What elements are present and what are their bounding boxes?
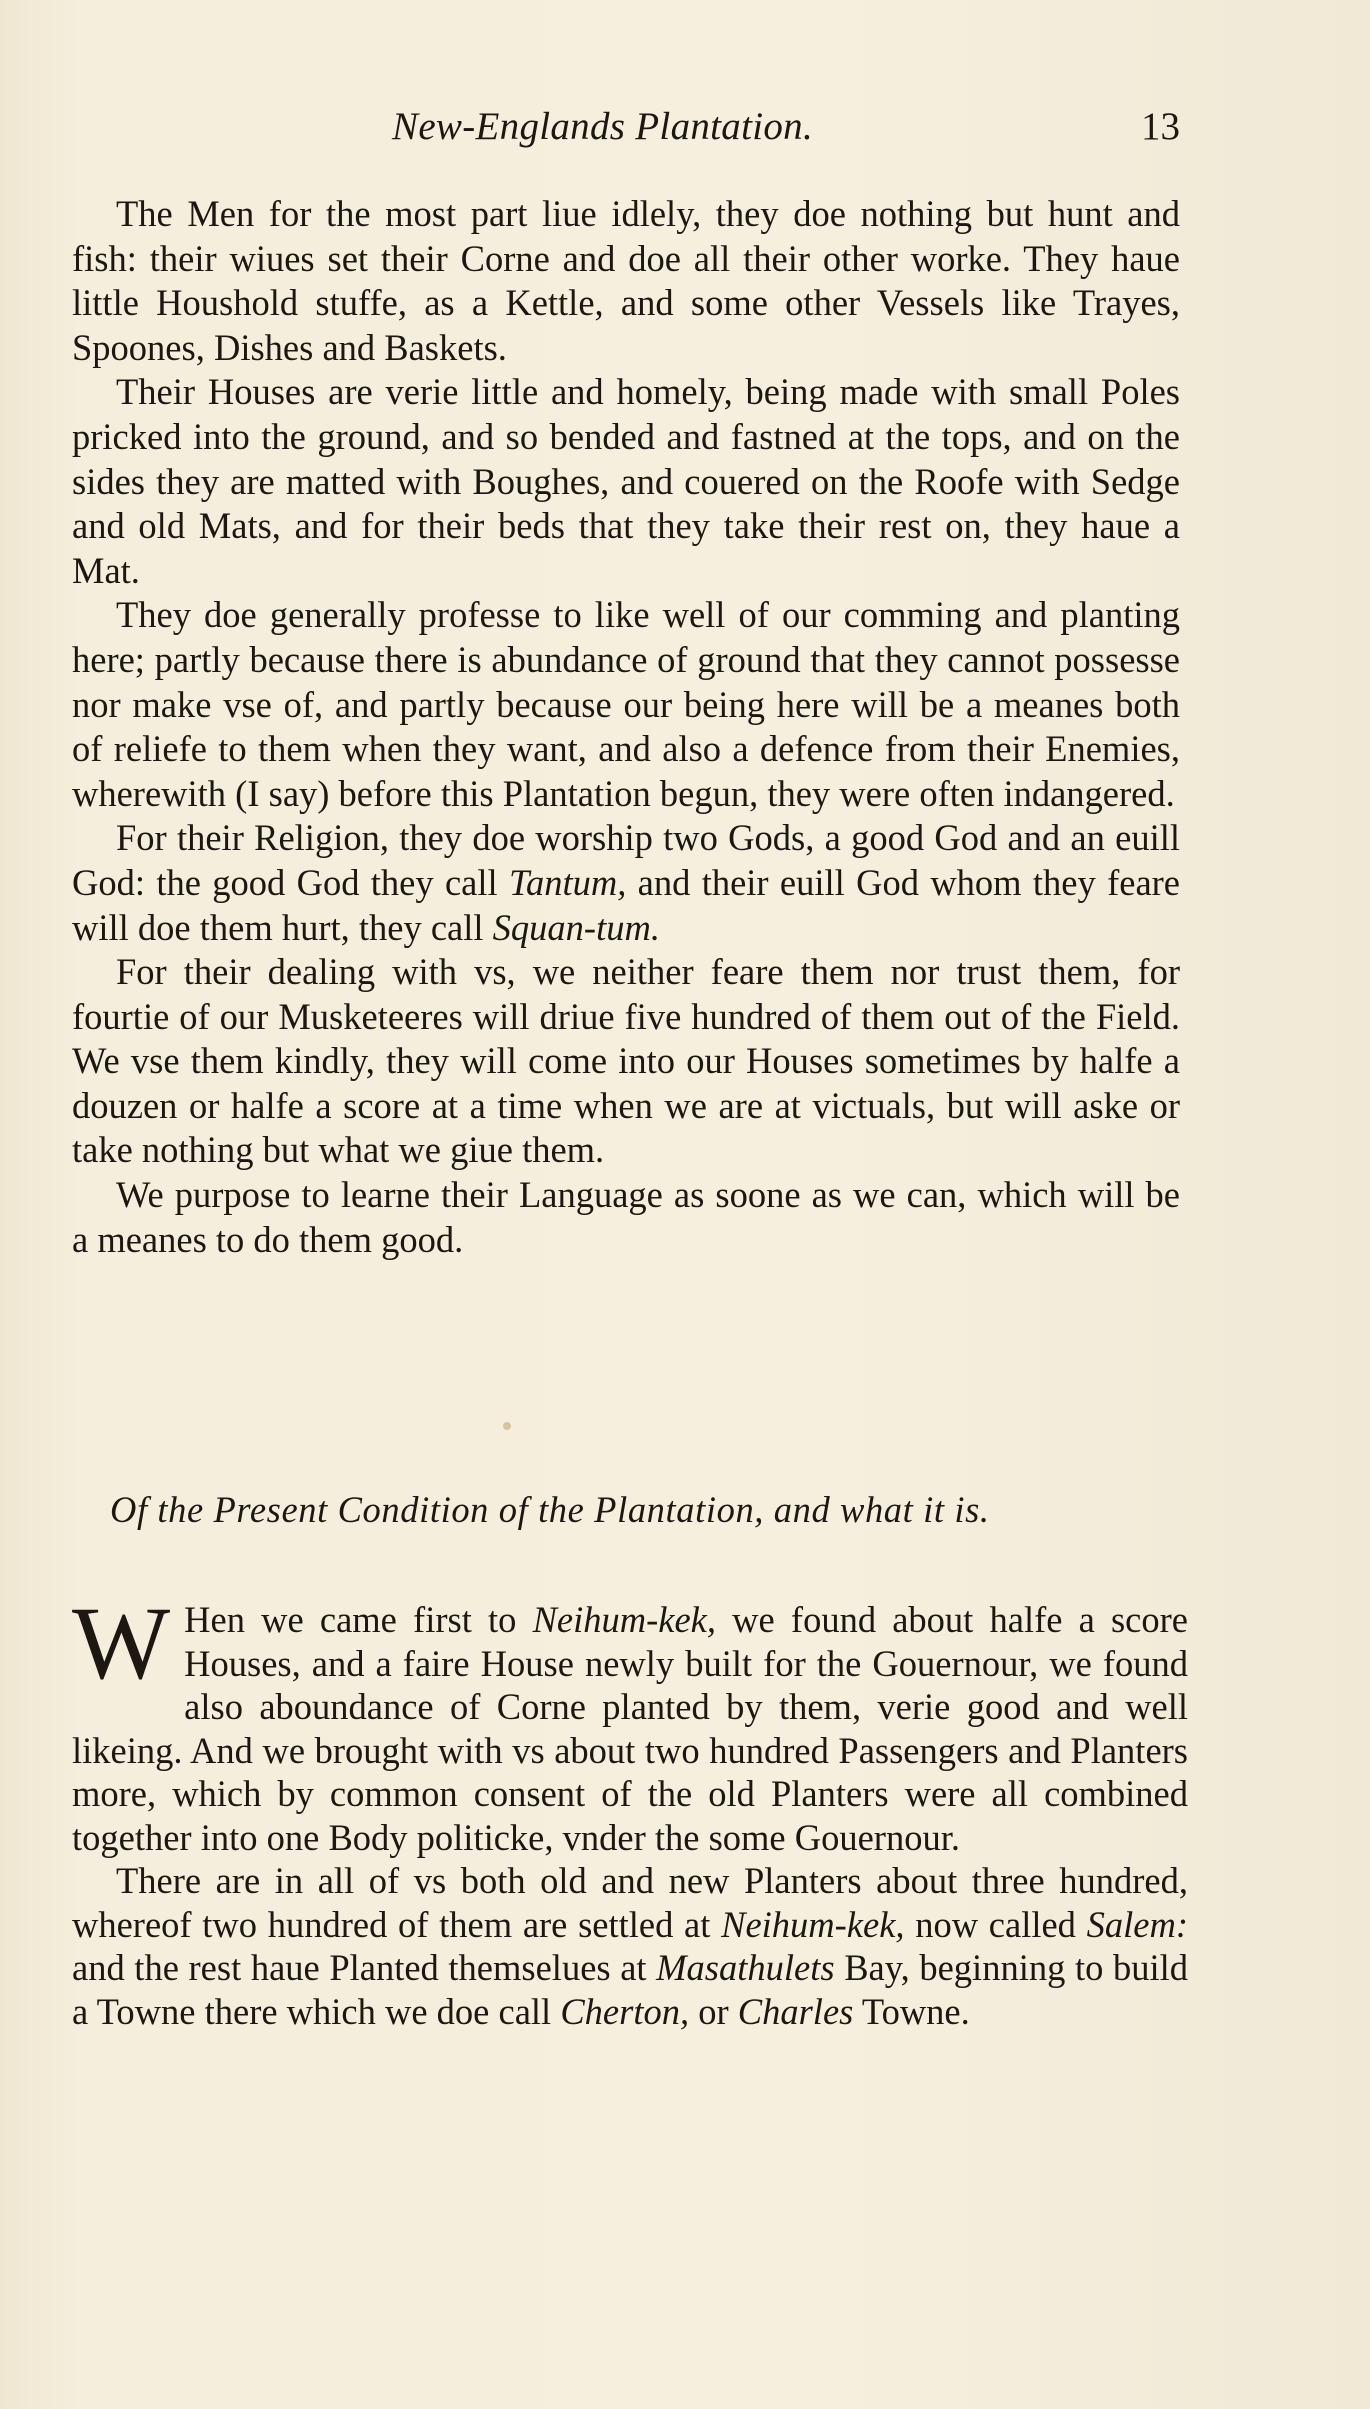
- paragraph-houses: Their Houses are verie little and homely, being made with small Poles pricked into the ground, and so bended and fastned at the tops, and on the sides they are matted with Boughes, and couered on the Roofe with Sedge and old Mats, and for their beds that they take their rest on, they haue a Mat.: [72, 371, 1180, 591]
- running-title: New-Englands Plantation.: [392, 105, 814, 148]
- section-paragraph-planters: [72, 1859, 1188, 2033]
- arrival-text-1: Hen we came first to: [184, 1599, 533, 1640]
- place-salem: Salem:: [1086, 1903, 1188, 1945]
- planters-text-1: There are in all of vs both old and new Planters about three hundred, whereof two hundred of them are settled at: [72, 1860, 1188, 1945]
- planters-text-2: now called: [904, 1903, 1087, 1945]
- religion-name-tantum: Tantum,: [509, 861, 627, 903]
- religion-text-2: and their euill God whom they feare will doe them hurt, they call: [72, 861, 1180, 948]
- place-cherton: Cherton,: [560, 1990, 690, 2032]
- section-paragraph-arrival: [72, 1586, 1188, 1859]
- paragraph-religion: [72, 816, 1180, 950]
- ornament-dot: [503, 1422, 511, 1430]
- arrival-text-2: we found about halfe a score Houses, and a faire House newly built for the Gouernour, we found also aboundance of Corne planted by them, verie good and well likeing. And we brought with vs about two hundred Passengers and Planters more, which by common consent of the old Planters were all combined together into one Body politicke, vnder the some Gouernour.: [72, 1599, 1188, 1858]
- drop-cap: W: [72, 1586, 171, 1701]
- planters-text-4: Bay, beginning to build a Towne there which we doe call: [72, 1947, 1188, 2032]
- planters-text-3: and the rest haue Planted themselues at: [72, 1947, 657, 1988]
- section-text: [72, 1586, 1188, 2033]
- running-head: [72, 104, 1180, 164]
- paragraph-men-idle: The Men for the most part liue idlely, they doe nothing but hunt and fish: their wiues set their Corne and doe all their other worke. They haue little Houshold stuffe, as a Kettle, and some other Vessels like Trayes, Spoones, Dishes and Baskets.: [72, 193, 1180, 368]
- body-text: [72, 192, 1180, 1262]
- paragraph-language: We purpose to learne their Language as soone as we can, which will be a meanes to do them good.: [72, 1174, 1180, 1260]
- planters-text-6: Towne.: [853, 1990, 970, 2032]
- religion-text-1: For their Religion, they doe worship two Gods, a good God and an euill God: the good God they call: [72, 817, 1180, 903]
- page-number: 13: [1141, 105, 1180, 148]
- place-charles: Charles: [737, 1990, 854, 2032]
- place-neihum-kek: Neihum-kek,: [532, 1599, 717, 1640]
- religion-name-squantum: Squan-tum.: [492, 906, 660, 948]
- paragraph-dealing: For their dealing with vs, we neither feare them nor trust them, for fourtie of our Musketeeres will driue five hundred of them out of the Field. We vse them kindly, they will come into our Houses sometimes by halfe a douzen or halfe a score at a time when we are at victuals, but will aske or take nothing but what we giue them.: [72, 951, 1180, 1171]
- planters-text-5: or: [689, 1990, 738, 2032]
- paragraph-planting: They doe generally professe to like well of our comming and planting here; partly because there is abundance of ground that they cannot possesse nor make vse of, and partly because our being here will be a meanes both of reliefe to them when they want, and also a defence from their Enemies, wherewith (I say) before this Plantation begun, they were often indangered.: [72, 594, 1180, 814]
- place-masathulets: Masathulets: [656, 1947, 835, 1988]
- place-neihum-kek-2: Neihum-kek,: [721, 1903, 905, 1945]
- section-heading: Of the Present Condition of the Plantation, and what it is.: [110, 1489, 990, 1530]
